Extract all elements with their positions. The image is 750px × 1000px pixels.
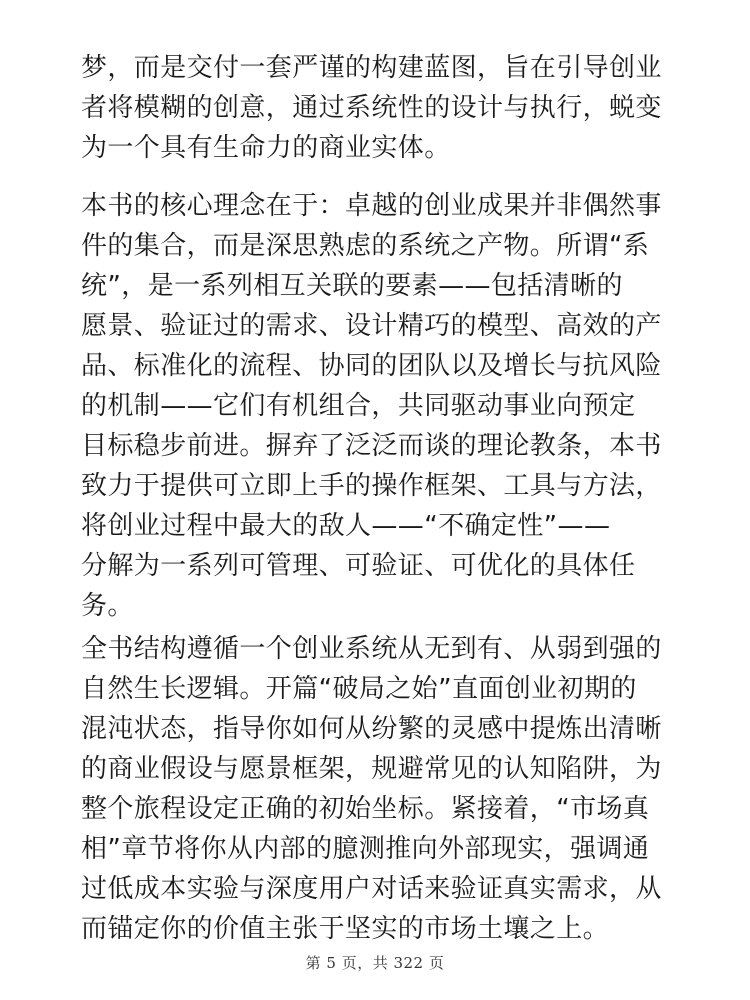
paragraph-line: 自然生长逻辑。开篇“破局之始”直面创业初期的 bbox=[81, 674, 637, 704]
paragraph-2 bbox=[81, 186, 681, 626]
paragraph-line: 件的集合，而是深思熟虑的系统之产物。所谓“系 bbox=[81, 231, 650, 261]
paragraph-line: 务。 bbox=[81, 591, 134, 621]
paragraph-line: 混沌状态，指导你如何从纷繁的灵感中提炼出清晰 bbox=[81, 714, 662, 744]
paragraph-line: 整个旅程设定正确的初始坐标。紧接着，“市场真 bbox=[81, 794, 650, 824]
paragraph-line: 的商业假设与愿景框架，规避常见的认知陷阱，为 bbox=[81, 754, 662, 784]
paragraph-line: 的机制——它们有机组合，共同驱动事业向预定 bbox=[81, 391, 636, 421]
paragraph-3 bbox=[81, 629, 681, 949]
paragraph-line: 为一个具有生命力的商业实体。 bbox=[81, 133, 451, 163]
paragraph-line: 过低成本实验与深度用户对话来验证真实需求，从 bbox=[81, 874, 662, 904]
page-number-footer: 第 5 页，共 322 页 bbox=[305, 954, 445, 972]
paragraph-line: 目标稳步前进。摒弃了泛泛而谈的理论教条，本书 bbox=[81, 431, 662, 461]
paragraph-line: 梦，而是交付一套严谨的构建蓝图，旨在引导创业 bbox=[81, 53, 662, 83]
paragraph-line: 分解为一系列可管理、可验证、可优化的具体任 bbox=[81, 551, 636, 581]
paragraph-line: 者将模糊的创意，通过系统性的设计与执行，蜕变 bbox=[81, 93, 662, 123]
paragraph-line: 全书结构遵循一个创业系统从无到有、从弱到强的 bbox=[81, 634, 662, 664]
paragraph-1 bbox=[81, 48, 681, 168]
paragraph-line: 统”，是一系列相互关联的要素——包括清晰的 bbox=[81, 271, 623, 301]
paragraph-line: 而锚定你的价值主张于坚实的市场土壤之上。 bbox=[81, 914, 610, 944]
paragraph-line: 致力于提供可立即上手的操作框架、工具与方法， bbox=[81, 471, 662, 501]
paragraph-line: 品、标准化的流程、协同的团队以及增长与抗风险 bbox=[81, 351, 662, 381]
paragraph-line: 本书的核心理念在于：卓越的创业成果并非偶然事 bbox=[81, 191, 662, 221]
paragraph-line: 相”章节将你从内部的臆测推向外部现实，强调通 bbox=[81, 834, 650, 864]
paragraph-line: 将创业过程中最大的敌人——“不确定性”—— bbox=[81, 511, 611, 541]
paragraph-line: 愿景、验证过的需求、设计精巧的模型、高效的产 bbox=[81, 311, 662, 341]
